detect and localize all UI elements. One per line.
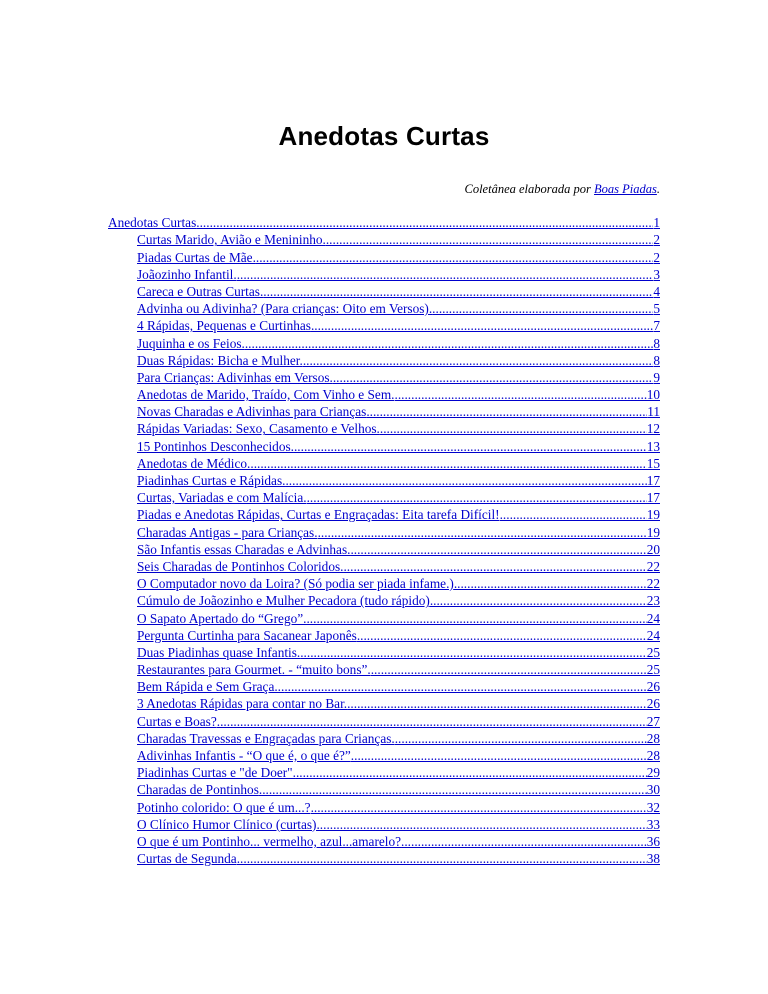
toc-dot-leader xyxy=(284,679,646,694)
toc-entry[interactable] xyxy=(108,591,660,608)
toc-entry-page: 4 xyxy=(653,283,660,299)
toc-entry-label: Duas Piadinhas quase Infantis. xyxy=(137,644,301,660)
toc-entry[interactable] xyxy=(108,660,660,677)
toc-entry[interactable] xyxy=(108,694,660,711)
toc-entry-label: Restaurantes para Gourmet. - “muito bons”. xyxy=(137,662,371,678)
toc-dot-leader xyxy=(371,662,647,677)
toc-entry-label: Joãozinho Infantil. xyxy=(137,266,237,282)
toc-entry-page: 5 xyxy=(653,301,660,317)
toc-entry-label: 4 Rápidas, Pequenas e Curtinhas xyxy=(137,318,311,334)
toc-dot-leader xyxy=(318,525,647,540)
toc-entry-label: O Sapato Apertado do “Grego”. xyxy=(137,610,307,626)
toc-entry-page: 13 xyxy=(646,438,660,454)
toc-entry-label: Cúmulo de Joãozinho e Mulher Pecadora (tudo rápido) xyxy=(137,593,430,609)
toc-dot-leader xyxy=(333,370,653,385)
toc-entry-label: Curtas Marido, Avião e Menininho. xyxy=(137,232,326,248)
toc-entry[interactable] xyxy=(108,626,660,643)
toc-entry-page: 12 xyxy=(646,421,660,437)
toc-entry-label: 3 Anedotas Rápidas para contar no Bar. xyxy=(137,696,348,712)
toc-dot-leader xyxy=(430,593,647,608)
toc-entry[interactable] xyxy=(108,643,660,660)
toc-dot-leader xyxy=(256,250,653,265)
toc-entry-label: Juquinha e os Feios. xyxy=(137,335,245,351)
toc-dot-leader xyxy=(306,611,646,626)
toc-entry[interactable] xyxy=(108,677,660,694)
toc-entry-page: 8 xyxy=(653,335,660,351)
toc-entry[interactable] xyxy=(108,711,660,728)
toc-entry-page: 17 xyxy=(646,490,660,506)
toc-entry-label: Para Crianças: Adivinhas em Versos. xyxy=(137,369,333,385)
toc-entry-page: 26 xyxy=(646,679,660,695)
toc-entry-label: O Clínico Humor Clínico (curtas) xyxy=(137,816,317,832)
toc-entry[interactable] xyxy=(108,746,660,763)
toc-dot-leader xyxy=(454,576,647,591)
credit-prefix: Coletânea elaborada por xyxy=(464,182,595,196)
toc-dot-leader xyxy=(237,267,654,282)
toc-entry-page: 2 xyxy=(653,249,660,265)
toc-dot-leader xyxy=(245,336,653,351)
toc-entry-label: Careca e Outras Curtas. xyxy=(137,283,264,299)
toc-dot-leader xyxy=(217,714,647,729)
toc-entry[interactable] xyxy=(108,265,660,282)
toc-entry-label: Piadinhas Curtas e Rápidas. xyxy=(137,473,286,488)
toc-dot-leader xyxy=(350,542,646,557)
toc-entry-page: 28 xyxy=(646,748,660,763)
toc-dot-leader xyxy=(296,765,647,780)
toc-entry-label: Piadas e Anedotas Rápidas, Curtas e Engraçadas: Eita tarefa Difícil! xyxy=(137,507,500,523)
toc-entry-label: Charadas Travessas e Engraçadas para Crianças. xyxy=(137,730,395,746)
toc-dot-leader xyxy=(303,353,654,368)
toc-entry[interactable] xyxy=(108,832,660,849)
toc-entry-page: 32 xyxy=(646,799,660,815)
toc-entry[interactable] xyxy=(108,815,660,832)
toc-entry-label: Piadas Curtas de Mãe. xyxy=(137,249,256,265)
credit-link[interactable]: Boas Piadas xyxy=(594,182,657,196)
toc-entry[interactable] xyxy=(108,522,660,539)
toc-dot-leader xyxy=(326,232,654,247)
toc-entry-page: 30 xyxy=(646,782,660,798)
credit-suffix: . xyxy=(656,182,660,196)
toc-dot-leader xyxy=(432,301,653,316)
toc-dot-leader xyxy=(294,439,647,454)
toc-dot-leader xyxy=(311,800,647,815)
toc-entry-page: 22 xyxy=(646,576,660,592)
toc-entry-page: 26 xyxy=(646,696,660,712)
toc-entry-label: Duas Rápidas: Bicha e Mulher. xyxy=(137,352,303,368)
toc-dot-leader xyxy=(263,284,653,299)
toc-entry-label: Seis Charadas de Pontinhos Coloridos. xyxy=(137,558,344,574)
toc-entry[interactable] xyxy=(108,436,660,453)
document-title: Anedotas Curtas xyxy=(278,121,490,151)
toc-entry[interactable] xyxy=(108,230,660,247)
toc-entry-label: Curtas de Segunda xyxy=(137,851,237,867)
toc-entry-page: 23 xyxy=(646,593,660,609)
toc-entry-label: Adivinhas Infantis - “O que é, o que é?” xyxy=(137,748,351,763)
toc-entry[interactable] xyxy=(108,333,660,350)
toc-entry-page: 24 xyxy=(646,610,660,626)
toc-entry-page: 8 xyxy=(653,352,660,368)
toc-entry-page: 25 xyxy=(646,662,660,678)
toc-dot-leader xyxy=(250,456,646,471)
toc-entry[interactable] xyxy=(108,540,660,557)
toc-dot-leader xyxy=(300,645,646,660)
toc-entry-label: O Computador novo da Loira? (Só podia ser piada infame.) xyxy=(137,576,454,592)
toc-dot-leader xyxy=(311,318,653,333)
toc-dot-leader xyxy=(401,834,647,849)
toc-entry-label: Curtas e Boas? xyxy=(137,713,217,729)
toc-dot-leader xyxy=(357,628,647,643)
toc-entry[interactable] xyxy=(108,247,660,264)
toc-entry-page: 28 xyxy=(646,730,660,746)
toc-entry[interactable] xyxy=(108,471,660,488)
toc-entry-page: 17 xyxy=(646,473,660,488)
toc-entry[interactable] xyxy=(108,402,660,419)
toc-entry-label: 15 Pontinhos Desconhecidos. xyxy=(137,438,294,454)
toc-entry[interactable] xyxy=(108,299,660,316)
toc-dot-leader xyxy=(351,748,647,763)
toc-entry[interactable] xyxy=(108,505,660,522)
toc-entry-page: 1 xyxy=(653,215,660,231)
toc-entry-page: 7 xyxy=(653,318,660,334)
toc-entry-label: Anedotas de Médico. xyxy=(137,455,251,471)
toc-entry[interactable] xyxy=(108,557,660,574)
toc-entry[interactable] xyxy=(108,351,660,368)
toc-entry-page: 29 xyxy=(646,765,660,781)
toc-entry-page: 19 xyxy=(646,507,660,523)
toc-entry[interactable] xyxy=(108,213,660,230)
toc-entry[interactable] xyxy=(108,780,660,797)
toc-entry[interactable] xyxy=(108,282,660,299)
toc-entry[interactable] xyxy=(108,797,660,814)
toc-entry[interactable] xyxy=(108,316,660,333)
toc-entry-page: 15 xyxy=(646,455,660,471)
toc-dot-leader xyxy=(307,490,647,505)
toc-entry-page: 27 xyxy=(646,713,660,729)
toc-entry-page: 22 xyxy=(646,558,660,574)
toc-entry-label: Charadas de Pontinhos xyxy=(137,782,259,798)
toc-entry-label: Bem Rápida e Sem Graça... xyxy=(137,679,285,695)
toc-entry-label: Potinho colorido: O que é um...? xyxy=(137,799,311,815)
toc-entry-page: 24 xyxy=(646,627,660,643)
toc-entry[interactable] xyxy=(108,608,660,625)
toc-entry-page: 11 xyxy=(647,404,660,420)
toc-entry[interactable] xyxy=(108,454,660,471)
toc-entry-label: Curtas, Variadas e com Malícia. xyxy=(137,490,307,506)
toc-entry-label: Pergunta Curtinha para Sacanear Japonês xyxy=(137,627,357,643)
toc-dot-leader xyxy=(380,421,647,436)
toc-dot-leader xyxy=(196,215,653,230)
toc-dot-leader xyxy=(395,731,647,746)
toc-entry[interactable] xyxy=(108,488,660,505)
toc-entry-page: 25 xyxy=(646,644,660,660)
toc-entry-page: 33 xyxy=(646,816,660,832)
toc-entry-label: Advinha ou Adivinha? (Para crianças: Oito em Versos). xyxy=(137,301,433,317)
toc-dot-leader xyxy=(259,782,647,797)
toc-entry-page: 2 xyxy=(653,232,660,248)
toc-entry-page: 19 xyxy=(646,524,660,540)
toc-entry[interactable] xyxy=(108,849,660,866)
toc-entry-label: São Infantis essas Charadas e Advinhas. xyxy=(137,541,351,557)
toc-entry[interactable] xyxy=(108,368,660,385)
toc-entry-page: 3 xyxy=(653,266,660,282)
toc-entry[interactable] xyxy=(108,385,660,402)
toc-dot-leader xyxy=(343,559,646,574)
toc-entry[interactable] xyxy=(108,763,660,780)
toc-dot-leader xyxy=(395,387,647,402)
toc-entry[interactable] xyxy=(108,574,660,591)
toc-entry-page: 38 xyxy=(646,851,660,867)
toc-entry[interactable] xyxy=(108,729,660,746)
toc-entry-page: 36 xyxy=(646,833,660,849)
toc-dot-leader xyxy=(366,404,647,419)
toc-entry-label: Charadas Antigas - para Crianças. xyxy=(137,524,318,540)
toc-entry-page: 10 xyxy=(646,387,660,403)
toc-entry[interactable] xyxy=(108,419,660,436)
toc-entry-label: Piadinhas Curtas e "de Doer". xyxy=(137,765,296,781)
toc-entry-label: O que é um Pontinho... vermelho, azul...amarelo? xyxy=(137,833,402,849)
toc-dot-leader xyxy=(500,507,647,522)
toc-entry-label: Rápidas Variadas: Sexo, Casamento e Velhos. xyxy=(137,421,380,437)
toc-entry-label: Anedotas de Marido, Traído, Com Vinho e Sem. xyxy=(137,387,395,403)
toc-entry-page: 9 xyxy=(653,369,660,385)
toc-dot-leader xyxy=(285,473,646,488)
toc-entry-label: Novas Charadas e Adivinhas para Crianças xyxy=(137,404,367,420)
toc-dot-leader xyxy=(347,696,647,711)
toc-entry-page: 20 xyxy=(646,541,660,557)
toc-entry-label: Anedotas Curtas xyxy=(108,215,197,231)
table-of-contents xyxy=(108,213,660,866)
toc-dot-leader xyxy=(237,851,647,866)
credit-line xyxy=(465,182,661,197)
toc-dot-leader xyxy=(316,817,646,832)
